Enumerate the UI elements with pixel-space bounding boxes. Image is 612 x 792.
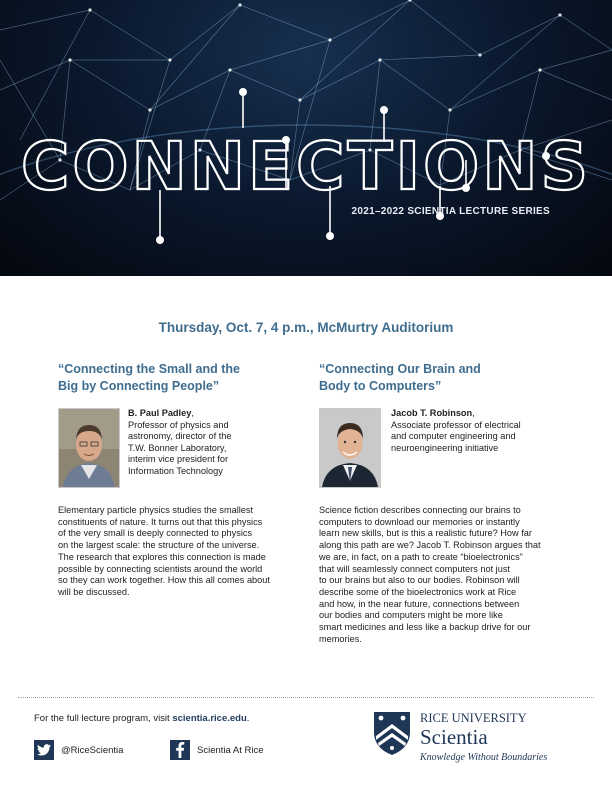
talk-title-line: “Connecting the Small and the — [58, 362, 240, 376]
talk-title-line: “Connecting Our Brain and — [319, 362, 481, 376]
series-label: 2021–2022 SCIENTIA LECTURE SERIES — [351, 206, 550, 217]
event-date-location: Thursday, Oct. 7, 4 p.m., McMurtry Auditorium — [158, 320, 454, 335]
program-link[interactable]: scientia.rice.edu — [172, 713, 247, 724]
twitter-handle[interactable] — [34, 740, 123, 760]
twitter-icon[interactable] — [34, 740, 54, 760]
facebook-page[interactable] — [170, 740, 264, 760]
abstract-robinson — [319, 505, 569, 645]
bio-line: T.W. Bonner Laboratory, — [128, 442, 227, 453]
abstract-line: possible by connecting scientists around the world — [58, 563, 263, 574]
abstract-line: Science fiction describes connecting our brains to — [319, 505, 521, 515]
talk-title-right — [319, 361, 579, 395]
tagline: Knowledge Without Boundaries — [420, 752, 548, 763]
abstract-padley — [58, 505, 308, 599]
footer-divider — [18, 697, 594, 698]
university-name: RICE UNIVERSITY — [420, 711, 527, 725]
bio-line: interim vice president for — [128, 454, 229, 465]
bio-line: Professor of physics and — [128, 419, 229, 430]
abstract-line: smart medicines and less like a backup drive for our — [319, 622, 531, 633]
abstract-line: of the very small is deeply connected to physics — [58, 528, 253, 539]
abstract-line: constituents of nature. It turns out that this physics — [58, 516, 263, 527]
speaker-bio-robinson: Jacob T. Robinson, Associate professor of electrical and computer engineering and neuroengineering initiative — [391, 408, 561, 454]
bio-line: astronomy, director of the — [128, 431, 232, 442]
rice-shield-icon — [372, 710, 412, 756]
speaker-bio-padley: B. Paul Padley, Professor of physics and astronomy, director of the T.W. Bonner Laboratory, interim vice president for Information Technology — [128, 408, 268, 478]
abstract-line: on the largest scale: the structure of the universe. — [58, 540, 260, 551]
abstract-line: will be discussed. — [58, 586, 130, 597]
program-prefix: For the full lecture program, visit — [34, 713, 173, 724]
bio-line: Information Technology — [128, 465, 223, 476]
talk-title-left — [58, 361, 318, 395]
speaker-photo-robinson — [319, 408, 381, 488]
abstract-line: describe some of the bioelectronics work at Rice — [319, 586, 517, 597]
speaker-name: B. Paul Padley — [128, 408, 192, 418]
twitter-label: @RiceScientia — [61, 744, 124, 756]
rice-scientia-logo — [372, 710, 592, 774]
abstract-line: so they can work together. How this all comes about — [58, 575, 270, 586]
abstract-line: to our brains but also to our bodies. Robinson will — [319, 575, 520, 586]
abstract-line: that will seamlessly connect computers not just — [319, 563, 510, 574]
scientia-wordmark: Scientia — [420, 725, 488, 749]
bio-line: and computer engineering and — [391, 431, 516, 442]
hero-banner — [0, 0, 612, 276]
abstract-line: along this path are we? Jacob T. Robinson argues that — [319, 540, 541, 551]
abstract-line: memories. — [319, 633, 362, 644]
talk-title-line: Big by Connecting People” — [58, 379, 220, 393]
bio-line: neuroengineering initiative — [391, 442, 499, 453]
speaker-photo-padley — [58, 408, 120, 488]
hero-title: CONNECTIONS — [21, 128, 591, 205]
abstract-line: Elementary particle physics studies the smallest — [58, 505, 254, 515]
program-note — [34, 713, 249, 724]
speaker-name: Jacob T. Robinson — [391, 408, 473, 418]
abstract-line: we are, in fact, on a path to create “bioelectronics” — [319, 551, 523, 562]
bio-line: Associate professor of electrical — [391, 419, 521, 430]
facebook-label: Scientia At Rice — [197, 744, 264, 756]
abstract-line: computers to download our memories or instantly — [319, 516, 520, 527]
talk-title-line: Body to Computers” — [319, 379, 442, 393]
abstract-line: The research that explores this connection is made — [58, 551, 266, 562]
abstract-line: our bodies and computers might be more like — [319, 610, 503, 621]
abstract-line: and how, in the near future, connections between — [319, 598, 520, 609]
program-suffix: . — [246, 713, 250, 724]
abstract-line: learn new skills, but is this a realistic future? How far — [319, 528, 532, 539]
facebook-icon[interactable] — [170, 740, 190, 760]
